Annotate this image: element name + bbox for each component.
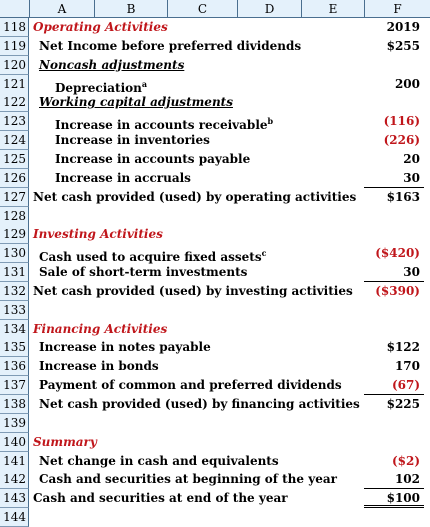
cell-value: ($2) <box>391 453 420 468</box>
row-number[interactable]: 142 <box>0 470 29 489</box>
cell-value: 200 <box>394 76 420 91</box>
cell-value: 170 <box>394 359 420 374</box>
column-header-e[interactable]: E <box>301 0 364 18</box>
value-cell[interactable] <box>364 470 424 489</box>
footnote-marker: a <box>141 78 148 89</box>
sheet-row <box>0 56 430 75</box>
sheet-row <box>0 357 430 376</box>
value-cell[interactable] <box>364 37 424 56</box>
cell-value: (116) <box>383 114 420 129</box>
sheet-row <box>0 282 430 301</box>
cell-value: 2019 <box>386 20 420 34</box>
cell-value: 30 <box>403 265 420 280</box>
column-header-bar <box>0 0 430 18</box>
cell-value: (67) <box>391 378 420 393</box>
value-cell[interactable] <box>364 207 424 226</box>
line-item-label[interactable]: Increase in accounts receivable$^b$ <box>55 116 274 133</box>
column-header-c[interactable]: C <box>167 0 237 18</box>
row-number[interactable]: 118 <box>0 18 29 37</box>
row-number[interactable]: 132 <box>0 282 29 301</box>
cell-value: $100 <box>386 491 420 506</box>
line-item-label[interactable]: Sale of short-term investments <box>39 265 248 280</box>
value-cell[interactable] <box>364 93 424 112</box>
row-number[interactable]: 133 <box>0 301 29 320</box>
sheet-row <box>0 131 430 150</box>
value-cell[interactable] <box>364 282 424 301</box>
row-number[interactable]: 140 <box>0 433 29 452</box>
line-item-label[interactable]: Payment of common and preferred dividends <box>39 378 342 393</box>
value-cell[interactable] <box>364 357 424 376</box>
line-item-label[interactable]: Increase in accounts payable <box>55 151 251 166</box>
sheet-row <box>0 489 430 508</box>
sheet-row <box>0 470 430 489</box>
line-item-label[interactable]: Cash and securities at beginning of the year <box>39 472 337 487</box>
sheet-row <box>0 93 430 112</box>
row-number[interactable]: 136 <box>0 357 29 376</box>
cell-value: ($420) <box>375 246 420 261</box>
value-cell[interactable] <box>364 376 424 395</box>
sheet-row <box>0 433 430 452</box>
sheet-row <box>0 207 430 226</box>
sheet-row <box>0 37 430 56</box>
value-cell[interactable] <box>364 169 424 188</box>
sheet-row <box>0 414 430 433</box>
line-item-label[interactable]: Net cash provided (used) by operating activities <box>33 189 357 204</box>
sheet-row <box>0 75 430 94</box>
sheet-row <box>0 263 430 282</box>
cell-value: $255 <box>386 38 420 53</box>
cell-value: $122 <box>386 340 420 355</box>
column-header-b[interactable]: B <box>94 0 167 18</box>
section-heading[interactable]: Operating Activities <box>33 20 168 34</box>
row-number[interactable]: 134 <box>0 320 29 339</box>
value-cell[interactable] <box>364 489 424 508</box>
value-cell[interactable] <box>364 263 424 282</box>
value-cell[interactable] <box>364 112 424 131</box>
row-number[interactable]: 122 <box>0 93 29 112</box>
row-number[interactable]: 139 <box>0 414 29 433</box>
value-cell[interactable] <box>364 433 424 452</box>
row-number[interactable]: 119 <box>0 37 29 56</box>
row-number[interactable]: 121 <box>0 75 29 94</box>
row-number[interactable]: 144 <box>0 508 29 527</box>
cell-value: $163 <box>386 189 420 204</box>
cell-value: 20 <box>403 151 420 166</box>
sheet-row <box>0 320 430 339</box>
row-number[interactable]: 123 <box>0 112 29 131</box>
column-header-f[interactable]: F <box>364 0 430 18</box>
line-item-label[interactable]: Cash and securities at end of the year <box>33 491 288 506</box>
footnote-marker: b <box>267 116 274 127</box>
line-item-label[interactable]: Increase in notes payable <box>39 340 211 355</box>
value-cell[interactable] <box>364 56 424 75</box>
sheet-row <box>0 301 430 320</box>
sheet-row <box>0 376 430 395</box>
value-cell[interactable] <box>364 18 424 37</box>
value-cell[interactable] <box>364 150 424 169</box>
row-number[interactable]: 138 <box>0 395 29 414</box>
sheet-row <box>0 225 430 244</box>
value-cell[interactable] <box>364 225 424 244</box>
line-item-label[interactable]: Increase in inventories <box>55 133 210 148</box>
cell-value: $225 <box>386 397 420 411</box>
line-item-label[interactable]: Noncash adjustments <box>39 57 185 72</box>
sheet-row <box>0 112 430 131</box>
value-cell[interactable] <box>364 452 424 471</box>
sheet-row <box>0 395 430 414</box>
sheet-row <box>0 244 430 263</box>
row-number[interactable]: 129 <box>0 225 29 244</box>
line-item-label[interactable]: Depreciation$^a$ <box>55 78 148 95</box>
line-item-label[interactable]: Net change in cash and equivalents <box>39 453 279 468</box>
line-item-label[interactable]: Net cash provided (used) by investing activities <box>33 283 353 298</box>
sheet-row <box>0 508 430 527</box>
row-number[interactable]: 125 <box>0 150 29 169</box>
value-cell[interactable] <box>364 395 424 414</box>
row-number[interactable]: 126 <box>0 169 29 188</box>
section-heading[interactable]: Investing Activities <box>33 227 163 242</box>
sheet-row <box>0 169 430 188</box>
sheet-row <box>0 18 430 37</box>
row-number[interactable]: 131 <box>0 263 29 282</box>
row-number[interactable]: 135 <box>0 338 29 357</box>
value-cell[interactable] <box>364 244 424 263</box>
row-number[interactable]: 141 <box>0 452 29 471</box>
row-number[interactable]: 120 <box>0 56 29 75</box>
line-item-label[interactable]: Working capital adjustments <box>39 95 233 110</box>
row-number[interactable]: 130 <box>0 244 29 263</box>
value-cell[interactable] <box>364 131 424 150</box>
row-number[interactable]: 128 <box>0 207 29 226</box>
section-heading[interactable]: Summary <box>33 434 97 449</box>
value-cell[interactable] <box>364 338 424 357</box>
row-number[interactable]: 143 <box>0 489 29 508</box>
value-cell[interactable] <box>364 414 424 433</box>
cell-value: 102 <box>394 472 420 487</box>
section-heading[interactable]: Financing Activities <box>33 321 168 336</box>
sheet-row <box>0 150 430 169</box>
value-cell[interactable] <box>364 301 424 320</box>
line-item-label[interactable]: Increase in accruals <box>55 170 191 185</box>
cell-value: ($390) <box>375 283 420 298</box>
sheet-row <box>0 452 430 471</box>
value-cell[interactable] <box>364 508 424 527</box>
value-cell[interactable] <box>364 75 424 94</box>
cell-value: 30 <box>403 170 420 185</box>
line-item-label[interactable]: Net cash provided (used) by financing activities <box>39 397 360 411</box>
row-number[interactable]: 137 <box>0 376 29 395</box>
select-all-corner[interactable] <box>0 0 29 18</box>
line-item-label[interactable]: Cash used to acquire fixed assets$^c$ <box>39 248 267 265</box>
row-number[interactable]: 127 <box>0 188 29 207</box>
column-header-a[interactable]: A <box>29 0 94 18</box>
row-number[interactable]: 124 <box>0 131 29 150</box>
line-item-label[interactable]: Increase in bonds <box>39 359 159 374</box>
line-item-label[interactable]: Net Income before preferred dividends <box>39 38 302 53</box>
sheet-row <box>0 188 430 207</box>
value-cell[interactable] <box>364 188 424 207</box>
sheet-row <box>0 338 430 357</box>
cell-value: (226) <box>383 133 420 148</box>
value-cell[interactable] <box>364 320 424 339</box>
footnote-marker: c <box>261 248 267 259</box>
column-header-d[interactable]: D <box>237 0 301 18</box>
